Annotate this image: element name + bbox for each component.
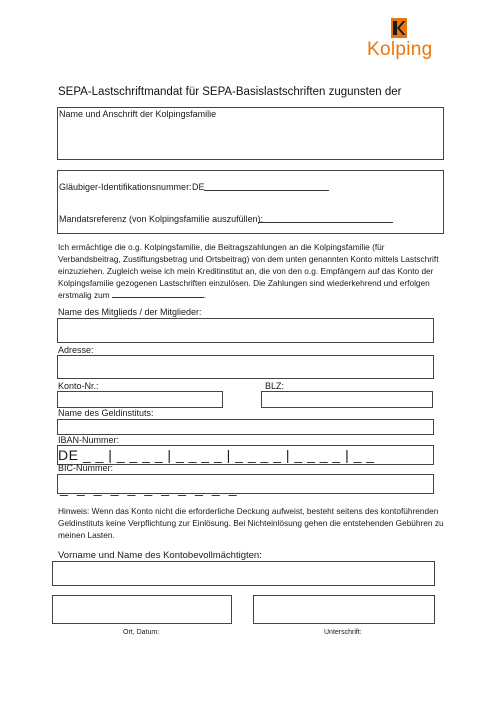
page-title: SEPA-Lastschriftmandat für SEPA-Basislastschriften zugunsten der	[58, 86, 402, 98]
iban-label: IBAN-Nummer:	[58, 435, 120, 445]
bank-name-label: Name des Geldinstituts:	[58, 408, 154, 418]
blz-label: BLZ:	[265, 381, 285, 391]
account-holder-label: Vorname und Name des Kontobevollmächtigten:	[58, 550, 262, 561]
address-label: Adresse:	[58, 345, 94, 355]
creditor-box-label: Name und Anschrift der Kolpingsfamilie	[59, 109, 217, 119]
signature-label: Unterschrift:	[324, 629, 362, 636]
authorization-body: Ich ermächtige die o.g. Kolpingsfamilie, die Beitragszahlungen an die Kolpingsfamilie (für Verbandsbeitrag, Zustiftungsbetrag und Ortsbeitrag) von dem unten genannten Konto mittels Lastschrift einzuziehen. Zugleich weise ich mein Kreditinstitut an, die von den o.g. Empfängern auf das Konto der Kolpingsfamilie gezogenen Lastschriften einzulösen. Die Zahlungen sind wiederkehrend und erfolgen erstmalig zum	[58, 242, 439, 300]
kolping-logo-icon	[391, 18, 407, 38]
bic-template: _ _ _ _ _ _ _ _ _ _ _	[60, 480, 240, 496]
first-date-field[interactable]	[112, 289, 207, 300]
bank-name-field[interactable]	[57, 419, 434, 435]
mandatsreferenz-label: Mandatsreferenz (von Kolpingsfamilie auszufüllen):	[59, 214, 264, 224]
address-field[interactable]	[57, 355, 434, 379]
iban-template: DE _ _ | _ _ _ _ | _ _ _ _ | _ _ _ _ | _ _ _ _ | _ _	[58, 447, 375, 463]
kolping-logo-text: Kolping	[367, 39, 433, 60]
authorization-text	[58, 241, 444, 301]
mandatsreferenz-field[interactable]	[258, 222, 393, 223]
glaeubiger-id-field[interactable]	[204, 190, 329, 191]
member-name-field[interactable]	[57, 318, 434, 343]
glaeubiger-id-prefix: DE	[192, 182, 205, 192]
glaeubiger-id-label: Gläubiger-Identifikationsnummer:	[59, 182, 192, 192]
place-date-field[interactable]	[52, 595, 232, 624]
place-date-label: Ort, Datum:	[123, 629, 160, 636]
signature-field[interactable]	[253, 595, 435, 624]
account-number-field[interactable]	[57, 391, 223, 408]
account-number-label: Konto-Nr.:	[58, 381, 99, 391]
hint-text: Hinweis: Wenn das Konto nicht die erforderliche Deckung aufweist, besteht seitens des kontoführenden Geldinstituts keine Verpflichtung zur Einlösung. Bei Nichteinlösung gehen die entstehenden Gebühren zu meinen Lasten.	[58, 506, 444, 540]
authorization-end: .	[203, 290, 207, 300]
bic-label: BIC-Nummer:	[58, 463, 114, 473]
account-holder-field[interactable]	[52, 561, 435, 586]
blz-field[interactable]	[261, 391, 433, 408]
member-name-label: Name des Mitglieds / der Mitglieder:	[58, 307, 202, 317]
